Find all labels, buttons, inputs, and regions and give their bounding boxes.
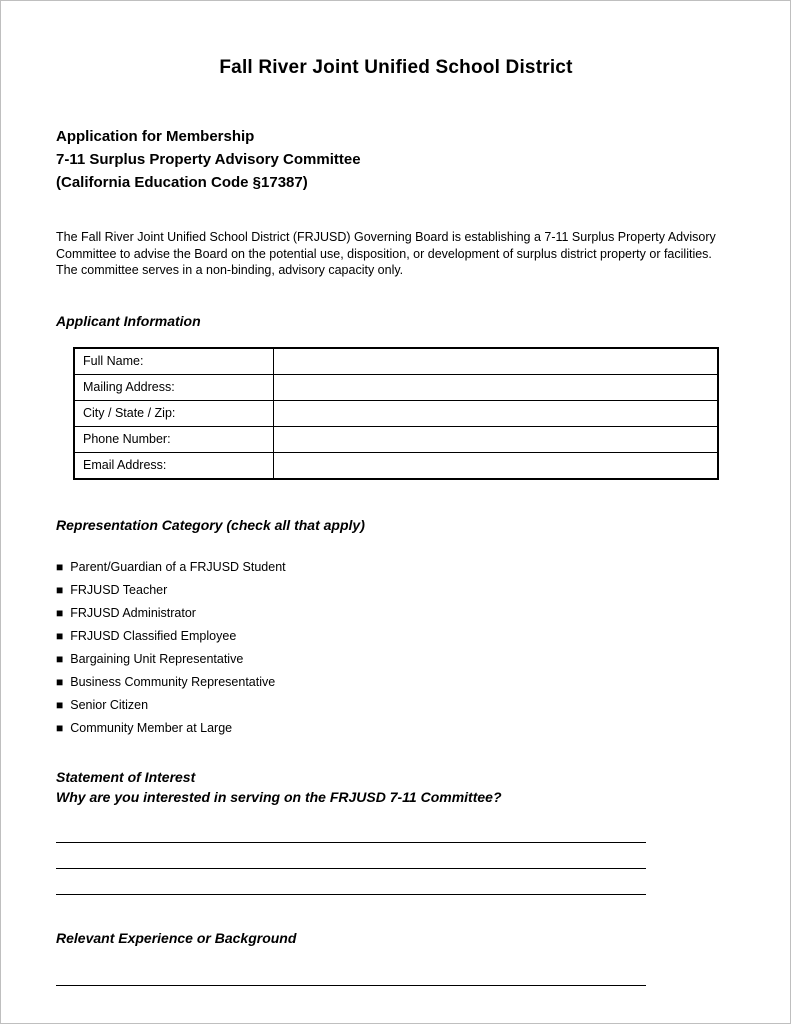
checkbox-option-bargaining-unit[interactable]: [56, 653, 736, 666]
application-heading-line-3: (California Education Code §17387): [56, 174, 308, 191]
table-row-email-address: [74, 452, 718, 479]
option-label: FRJUSD Classified Employee: [70, 628, 237, 643]
mailing-address-label: Mailing Address:: [74, 374, 274, 400]
experience-line-1[interactable]: [56, 961, 646, 986]
statement-of-interest-heading: [56, 767, 736, 807]
checkbox-icon: ■: [56, 629, 64, 643]
table-row-city-state-zip: [74, 400, 718, 426]
table-row-mailing-address: [74, 374, 718, 400]
phone-number-label: Phone Number:: [74, 426, 274, 452]
checkbox-icon: ■: [56, 583, 64, 597]
statement-line-3[interactable]: [56, 870, 646, 895]
phone-number-field[interactable]: [274, 426, 719, 452]
statement-line-1[interactable]: [56, 818, 646, 843]
checkbox-option-senior-citizen[interactable]: [56, 699, 736, 712]
application-heading: [56, 125, 736, 194]
statement-heading-line-1: Statement of Interest: [56, 768, 196, 785]
statement-line-2[interactable]: [56, 844, 646, 869]
statement-write-area: [56, 818, 736, 895]
statement-heading-line-2: Why are you interested in serving on the FRJUSD 7-11 Committee?: [56, 788, 502, 805]
checkbox-icon: ■: [56, 721, 64, 735]
intro-paragraph: The Fall River Joint Unified School District (FRJUSD) Governing Board is establishing a 7-11 Surplus Property Advisory Committee to advise the Board on the potential use, disposition, or development of surplus district property or facilities. The committee serves in a non-binding, advisory capacity only.: [56, 230, 716, 277]
table-row-full-name: [74, 348, 718, 375]
checkbox-option-parent-guardian[interactable]: [56, 561, 736, 574]
checkbox-option-administrator[interactable]: [56, 607, 736, 620]
email-address-field[interactable]: [274, 452, 719, 479]
representation-options-list: [56, 561, 736, 735]
checkbox-icon: ■: [56, 675, 64, 689]
checkbox-option-teacher[interactable]: [56, 584, 736, 597]
document-title: Fall River Joint Unified School District: [219, 57, 573, 78]
applicant-information-heading: Applicant Information: [56, 312, 201, 329]
application-heading-line-2: 7-11 Surplus Property Advisory Committee: [56, 151, 361, 168]
option-label: Bargaining Unit Representative: [70, 651, 244, 666]
option-label: Community Member at Large: [70, 720, 233, 735]
email-address-label: Email Address:: [74, 452, 274, 479]
checkbox-option-business-community[interactable]: [56, 676, 736, 689]
application-heading-line-1: Application for Membership: [56, 128, 255, 145]
option-label: FRJUSD Administrator: [70, 605, 196, 620]
full-name-field[interactable]: [274, 348, 719, 375]
checkbox-icon: ■: [56, 652, 64, 666]
checkbox-option-classified-employee[interactable]: [56, 630, 736, 643]
option-label: FRJUSD Teacher: [70, 582, 168, 597]
full-name-label: Full Name:: [74, 348, 274, 375]
mailing-address-field[interactable]: [274, 374, 719, 400]
applicant-info-table: [73, 347, 719, 480]
representation-category-heading: Representation Category (check all that apply): [56, 516, 365, 533]
table-row-phone-number: [74, 426, 718, 452]
experience-write-area: [56, 961, 736, 986]
checkbox-icon: ■: [56, 698, 64, 712]
checkbox-icon: ■: [56, 606, 64, 620]
city-state-zip-field[interactable]: [274, 400, 719, 426]
option-label: Senior Citizen: [70, 697, 149, 712]
option-label: Parent/Guardian of a FRJUSD Student: [70, 559, 286, 574]
checkbox-option-community-member[interactable]: [56, 722, 736, 735]
city-state-zip-label: City / State / Zip:: [74, 400, 274, 426]
relevant-experience-heading: Relevant Experience or Background: [56, 929, 297, 946]
option-label: Business Community Representative: [70, 674, 276, 689]
checkbox-icon: ■: [56, 560, 64, 574]
